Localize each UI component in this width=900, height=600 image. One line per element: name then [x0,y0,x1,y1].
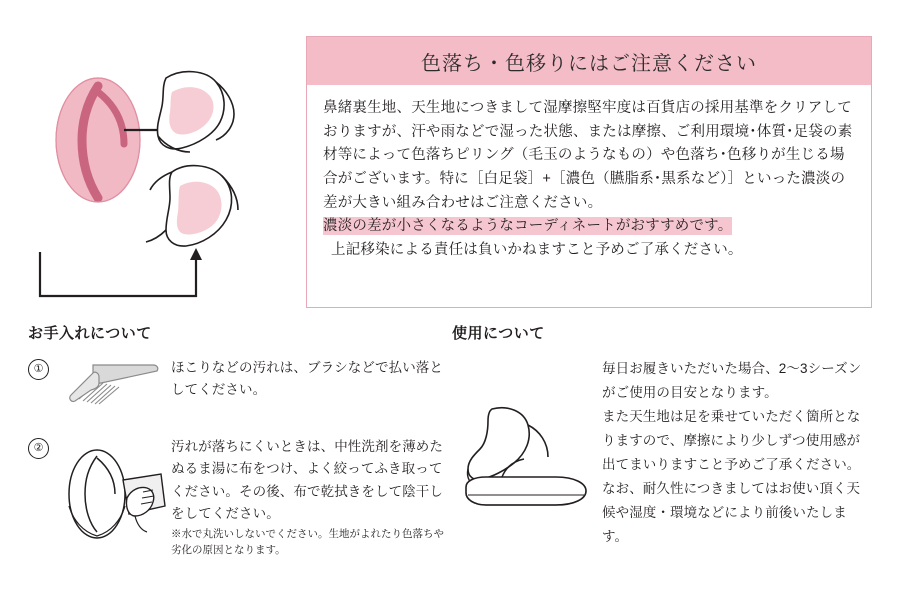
usage-paragraph-3: なお、耐久性につきましてはお使い頂く天候や湿度・環境などにより前後いたします。 [602,481,861,545]
brush-icon [57,357,167,414]
sandal-and-tabi-diagram [20,40,292,308]
usage-heading: 使用について [452,325,545,342]
arrow-up-icon [40,248,202,308]
color-transfer-notice-panel [306,36,872,308]
care-item-1 [28,357,448,414]
care-heading: お手入れについて [28,325,152,342]
notice-body [307,85,871,262]
care-item-1-paragraph: ほこりなどの汚れは、ブラシなどで払い落としてください。 [171,360,443,398]
illustration-svg [20,40,292,308]
usage-paragraph-2: また天生地は足を乗せていただく箇所となりますので、摩擦により少しずつ使用感が出てまいりますこと予めご了承ください。 [602,409,861,473]
usage-text [602,357,872,549]
usage-paragraph-1: 毎日お履きいただいた場合、2～3シーズンがご使用の目安となります。 [602,361,862,401]
tabi-sock-lower-icon [146,166,238,246]
usage-row [452,357,872,549]
cloth-hand-icon [123,474,165,532]
care-item-2-note: ※水で丸洗いしないでください。生地がよれたり色落ちや劣化の原因となります。 [171,527,444,557]
notice-title-bar [307,37,871,85]
foot-on-sandal-icon [452,403,602,528]
care-item-2-number: ② [28,438,49,459]
notice-title: 色落ち・色移りにはご注意ください [421,52,757,75]
care-item-1-text [171,357,448,402]
care-section [28,322,448,559]
care-item-1-number: ① [28,359,49,380]
usage-section [452,322,872,549]
sandal-outline-icon [69,450,125,538]
care-item-2-paragraph: 汚れが落ちにくいときは、中性洗剤を薄めたぬるま湯に布をつけ、よく絞ってふき取ってください。その後、布で乾拭きをして陰干しをしてください。 [171,439,443,522]
notice-highlight-line [323,215,855,239]
tabi-sock-upper-icon [157,72,234,152]
highlight-text: 濃淡の差が小さくなるようなコーディネートがおすすめです。 [323,218,733,235]
sandal-icon [56,78,140,202]
care-item-2 [28,436,448,559]
sandal-cloth-icon [57,436,167,551]
notice-last-line: 上記移染による責任は負いかねますこと予めご了承ください。 [331,241,743,258]
care-item-2-text [171,436,448,559]
notice-paragraph: 鼻緒裏生地、天生地につきまして湿摩擦堅牢度は百貨店の採用基準をクリアしておりますが、汗や雨などで湿った状態、または摩擦、ご利用環境･体質･足袋の素材等によって色落ちピリング（毛玉のようなもの）や色落ち･色移りが生じる場合がございます。特に［白足袋］+［濃色（臙脂系･黒系など）］といった濃淡の差が大きい組み合わせはご注意ください。 [323,100,853,211]
